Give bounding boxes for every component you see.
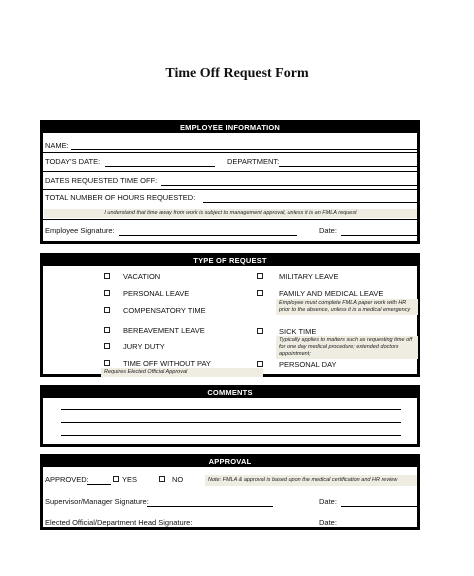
approved-yes-label: YES — [122, 475, 138, 484]
approval-header: APPROVAL — [43, 457, 417, 467]
todays-date-label: TODAY'S DATE: — [45, 157, 101, 166]
compensatory-time-label: COMPENSATORY TIME — [123, 306, 206, 315]
name-field[interactable] — [71, 149, 417, 150]
official-signature-label: Elected Official/Department Head Signature: — [45, 518, 193, 527]
employee-information-section — [40, 120, 420, 244]
employee-signature-field[interactable] — [119, 235, 297, 236]
sick-time-checkbox[interactable] — [257, 328, 263, 334]
personal-day-label: PERSONAL DAY — [279, 360, 337, 369]
dates-requested-field[interactable] — [161, 185, 417, 186]
comments-header: COMMENTS — [43, 388, 417, 398]
supervisor-signature-field[interactable] — [147, 506, 273, 507]
vacation-label: VACATION — [123, 272, 161, 281]
compensatory-time-checkbox[interactable] — [104, 307, 110, 313]
dates-requested-label: DATES REQUESTED TIME OFF: — [45, 176, 158, 185]
form-title: Time Off Request Form — [165, 66, 309, 81]
bereavement-leave-checkbox[interactable] — [104, 327, 110, 333]
signature-date-field[interactable] — [341, 235, 417, 236]
employee-signature-label: Employee Signature: — [45, 226, 115, 235]
sick-time-label: SICK TIME — [279, 327, 317, 336]
personal-leave-label: PERSONAL LEAVE — [123, 289, 190, 298]
official-date-field[interactable] — [341, 527, 417, 528]
divider — [43, 171, 417, 172]
approved-yes-blank[interactable] — [87, 484, 111, 485]
total-hours-label: TOTAL NUMBER OF HOURS REQUESTED: — [45, 193, 196, 202]
department-field[interactable] — [279, 166, 417, 167]
official-date-label: Date: — [319, 518, 337, 527]
jury-duty-checkbox[interactable] — [104, 343, 110, 349]
fmla-approval-note: Note: FMLA & approval is based upon the medical certification and HR review — [205, 475, 417, 486]
time-off-without-pay-label: TIME OFF WITHOUT PAY — [123, 359, 211, 368]
fmla-note: Employee must complete FMLA paper work with HR prior to the absence, unless it is a medical emergency — [276, 299, 418, 315]
comments-section — [40, 385, 420, 447]
time-off-without-pay-checkbox[interactable] — [104, 360, 110, 366]
jury-duty-label: JURY DUTY — [123, 342, 165, 351]
approved-no-checkbox[interactable] — [159, 476, 165, 482]
signature-date-label: Date: — [319, 226, 337, 235]
official-signature-field[interactable] — [191, 527, 275, 528]
divider — [43, 189, 417, 190]
divider — [43, 219, 417, 220]
department-label: DEPARTMENT: — [227, 157, 280, 166]
supervisor-signature-label: Supervisor/Manager Signature: — [45, 497, 149, 506]
name-label: NAME: — [45, 141, 69, 150]
approval-section — [40, 454, 420, 530]
type-of-request-section — [40, 253, 420, 377]
family-medical-leave-label: FAMILY AND MEDICAL LEAVE — [279, 289, 384, 298]
supervisor-date-field[interactable] — [341, 506, 417, 507]
comments-line[interactable] — [61, 435, 401, 436]
comments-line[interactable] — [61, 409, 401, 410]
vacation-checkbox[interactable] — [104, 273, 110, 279]
family-medical-leave-checkbox[interactable] — [257, 290, 263, 296]
approved-yes-checkbox[interactable] — [113, 476, 119, 482]
type-of-request-header: TYPE OF REQUEST — [43, 256, 417, 266]
elected-official-approval-note: Requires Elected Official Approval — [101, 368, 263, 377]
employee-information-header: EMPLOYEE INFORMATION — [43, 123, 417, 133]
approved-no-label: NO — [172, 475, 184, 484]
management-approval-notice: I understand that time away from work is subject to management approval, unless it is an FMLA request — [44, 209, 417, 218]
personal-leave-checkbox[interactable] — [104, 290, 110, 296]
sick-time-note: Typically applies to matters such as requesting time off for one day medical procedure; extended doctors appointment; — [276, 336, 418, 359]
comments-line[interactable] — [61, 422, 401, 423]
military-leave-label: MILITARY LEAVE — [279, 272, 339, 281]
divider — [43, 152, 417, 153]
approved-label: APPROVED: — [45, 475, 89, 484]
supervisor-date-label: Date: — [319, 497, 337, 506]
personal-day-checkbox[interactable] — [257, 361, 263, 367]
total-hours-field[interactable] — [203, 202, 417, 203]
military-leave-checkbox[interactable] — [257, 273, 263, 279]
bereavement-leave-label: BEREAVEMENT LEAVE — [123, 326, 205, 335]
todays-date-field[interactable] — [105, 166, 215, 167]
